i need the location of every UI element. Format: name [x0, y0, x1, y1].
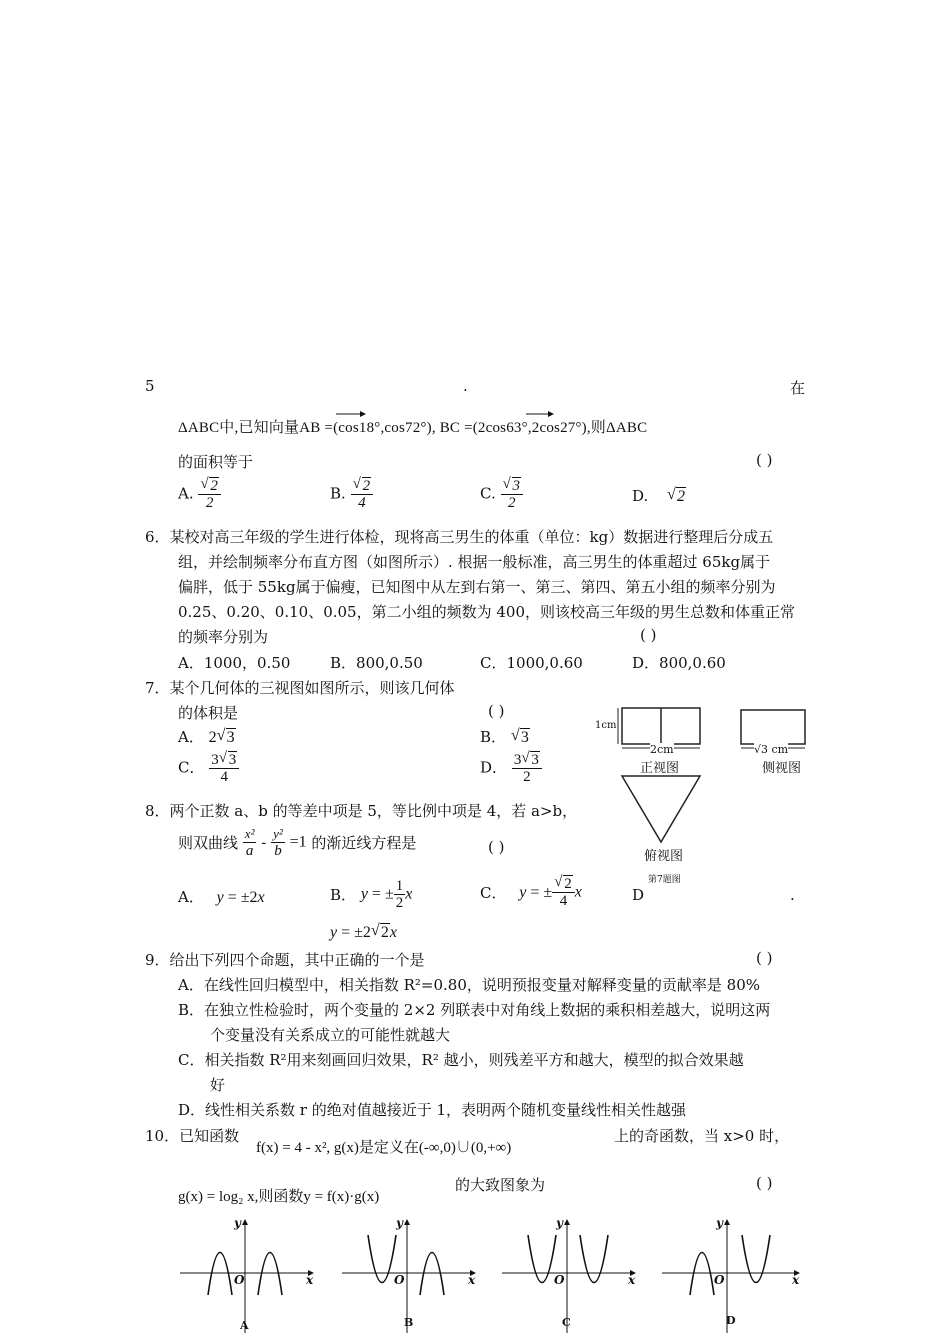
q7-top-label: 俯视图	[644, 849, 684, 864]
q7-line-2: 的体积是	[178, 704, 239, 722]
q6-line-3: 偏胖，低于 55kg属于偏瘦，已知图中从左到右第一、第三、第四、第五小组的频率分别为	[178, 578, 776, 596]
q7-option-a[interactable]: A． 2√ 3	[178, 726, 236, 747]
q5-option-b-math: √ $\frac{2}{4}$	[351, 478, 374, 511]
q9-option-b[interactable]: B．在独立性检验时，两个变量的 2×2 列联表中对角线上数据的乘积相差越大，说明这两	[178, 1001, 771, 1019]
q8-option-a-math: y = ±2x	[216, 889, 265, 906]
q10-graph-b-y: y	[396, 1216, 403, 1230]
q7-caption: 第7题图	[648, 875, 681, 885]
q7-option-d-math: $\frac{3√ 3}{2}$	[512, 752, 542, 785]
q10-graph-c[interactable]	[500, 1215, 640, 1335]
q6-line-1: 6．某校对高三年级的学生进行体检，现将高三男生的体重（单位：kg）数据进行整理后分成五	[145, 528, 774, 546]
q10-graph-b[interactable]	[340, 1215, 480, 1335]
q10-graph-b-x: x	[468, 1273, 476, 1287]
q7-paren: ( )	[488, 702, 505, 720]
q5-paren: ( )	[756, 451, 773, 469]
q10-graph-d[interactable]	[660, 1215, 805, 1335]
q8-option-c-math: y = ±	[519, 883, 553, 901]
q9-option-a[interactable]: A．在线性回归模型中，相关指数 R²=0.80，说明预报变量对解释变量的贡献率是 80%	[178, 976, 760, 994]
q5-option-c-math: √ $\frac{3}{2}$	[501, 478, 524, 511]
q10-graph-c-origin: O	[554, 1273, 565, 1287]
q9-line-1: 9．给出下列四个命题，其中正确的一个是	[145, 951, 425, 969]
q5-stem-line2: 的面积等于	[178, 453, 254, 471]
q7-dim-height: 1cm	[595, 720, 617, 731]
q8-paren: ( )	[488, 838, 505, 856]
q10-graph-a-y: y	[234, 1216, 241, 1230]
q10-graph-c-y: y	[556, 1216, 563, 1230]
q8-option-b-math: y = ±	[360, 885, 394, 903]
q7-option-b[interactable]: B． √ 3	[480, 726, 530, 747]
q5-option-d[interactable]: D. √ 2	[632, 487, 686, 506]
q5-stem: ΔABC中,已知向量AB =(cos18°,cos72°), BC =(2cos63°,2cos27°),则ΔABC	[178, 420, 648, 436]
q5-option-b[interactable]: B. √ $\frac{2}{4}$	[330, 478, 373, 511]
q7-dim-side: √3 cm	[754, 743, 789, 756]
q7-line-1: 7．某个几何体的三视图如图所示，则该几何体	[145, 679, 455, 697]
q9-option-c-cont: 好	[210, 1076, 226, 1094]
q7-dim-front: 2cm	[650, 743, 674, 756]
q10-graph-b-origin: O	[394, 1273, 405, 1287]
q7-front-label: 正视图	[640, 761, 680, 776]
q8-line-2: 则双曲线 $\frac{\text{x²}}{a}$ - $\frac{\text{y²}}{b}$ =1 的渐近线方程是	[178, 826, 417, 859]
q7-option-d[interactable]: D． $\frac{3√ 3}{2}$	[480, 752, 542, 785]
q6-paren: ( )	[640, 626, 657, 644]
q8-hyperbola-x-term: $\frac{\text{x²}}{a}$	[244, 826, 255, 859]
q10-graph-c-x: x	[628, 1273, 636, 1287]
q6-option-c[interactable]: C．1000,0.60	[480, 654, 583, 672]
q10-lead-tail: 上的奇函数，当 x>0 时，	[614, 1127, 790, 1145]
q5-zai: 在	[790, 379, 806, 397]
q10-graph-b-label: B	[404, 1316, 414, 1329]
q10-graph-d-origin: O	[714, 1273, 725, 1287]
q8-line-1: 8．两个正数 a、b 的等差中项是 5，等比例中项是 4，若 a>b，	[145, 802, 578, 820]
q9-option-d[interactable]: D．线性相关系数 r 的绝对值越接近于 1，表明两个随机变量线性相关性越强	[178, 1101, 687, 1119]
q10-graph-a-origin: O	[234, 1273, 245, 1287]
q10-graph-c-label: C	[562, 1316, 571, 1329]
q6-line-4: 0.25、0.20、0.10、0.05，第二小组的频数为 400，则该校高三年级的男生总数和体重正常	[178, 603, 795, 621]
q6-line-2: 组，并绘制频率分布直方图（如图所示）. 根据一般标准，高三男生的体重超过 65kg属于	[178, 553, 771, 571]
q10-graph-d-x: x	[792, 1273, 800, 1287]
q5-dot: .	[463, 377, 468, 395]
top-view-triangle	[622, 776, 700, 842]
q6-option-d[interactable]: D．800,0.60	[632, 654, 726, 672]
q8-option-d[interactable]: D	[632, 886, 645, 904]
q10-graph-d-label: D	[726, 1314, 736, 1327]
q10-graph-a[interactable]	[178, 1215, 318, 1335]
q6-line-5: 的频率分别为	[178, 628, 269, 646]
q10-function-def: f(x) = 4 - x², g(x)是定义在(-∞,0)∪(0,+∞)	[256, 1140, 512, 1156]
q5-option-a-math: √ $\frac{2}{2}$	[198, 478, 221, 511]
q10-paren: ( )	[756, 1174, 773, 1192]
q5-number: 5	[145, 377, 155, 395]
q7-three-view-svg	[592, 700, 812, 890]
q5-vector-arrows	[0, 410, 950, 430]
q8-hyperbola-y-term: $\frac{\text{y²}}{b}$	[273, 826, 283, 859]
q9-option-c[interactable]: C．相关指数 R²用来刻画回归效果，R² 越小，则残差平方和越大，模型的拟合效果越	[178, 1051, 744, 1069]
q10-graph-a-svg	[178, 1215, 318, 1335]
q8-option-c[interactable]: C． y = ± √ $\frac{2}{4}$ x	[480, 876, 582, 909]
q8-option-b[interactable]: B． y = ± $\frac{1}{2}$ x	[330, 878, 413, 911]
q8-option-d-math: y = ±2√ 2x	[330, 924, 397, 942]
q10-graph-a-label: A	[240, 1319, 249, 1332]
q7-option-a-math: 2√ 3	[209, 729, 236, 746]
q9-option-b-cont: 个变量没有关系成立的可能性就越大	[210, 1026, 451, 1044]
q7-option-c[interactable]: C． $\frac{3√ 3}{4}$	[178, 752, 239, 785]
q10-line-2-tail: 的大致图象为	[455, 1176, 546, 1194]
q5-option-c[interactable]: C. √ $\frac{3}{2}$	[480, 478, 523, 511]
q7-side-label: 侧视图	[762, 761, 802, 776]
q10-lead: 10．已知函数	[145, 1127, 240, 1145]
q7-option-c-math: $\frac{3√ 3}{4}$	[209, 752, 239, 785]
side-view-rect	[741, 710, 805, 744]
q6-option-a[interactable]: A．1000，0.50	[178, 654, 291, 672]
q9-paren: ( )	[756, 949, 773, 967]
q10-graph-a-x: x	[306, 1273, 314, 1287]
q10-graph-d-y: y	[716, 1216, 723, 1230]
q5-option-a[interactable]: A. √ $\frac{2}{2}$	[178, 478, 221, 511]
q7-three-view-figure	[592, 700, 812, 890]
q6-option-b[interactable]: B．800,0.50	[330, 654, 423, 672]
q7-option-b-math: √ 3	[511, 729, 530, 746]
q8-option-a[interactable]: A． y = ±2x	[178, 888, 265, 906]
q5-option-d-math: √ 2	[667, 488, 686, 505]
q10-line-2: g(x) = log₂ x,则函数y = f(x)·g(x)	[178, 1189, 380, 1205]
q8-trailing-dot: .	[790, 886, 795, 904]
